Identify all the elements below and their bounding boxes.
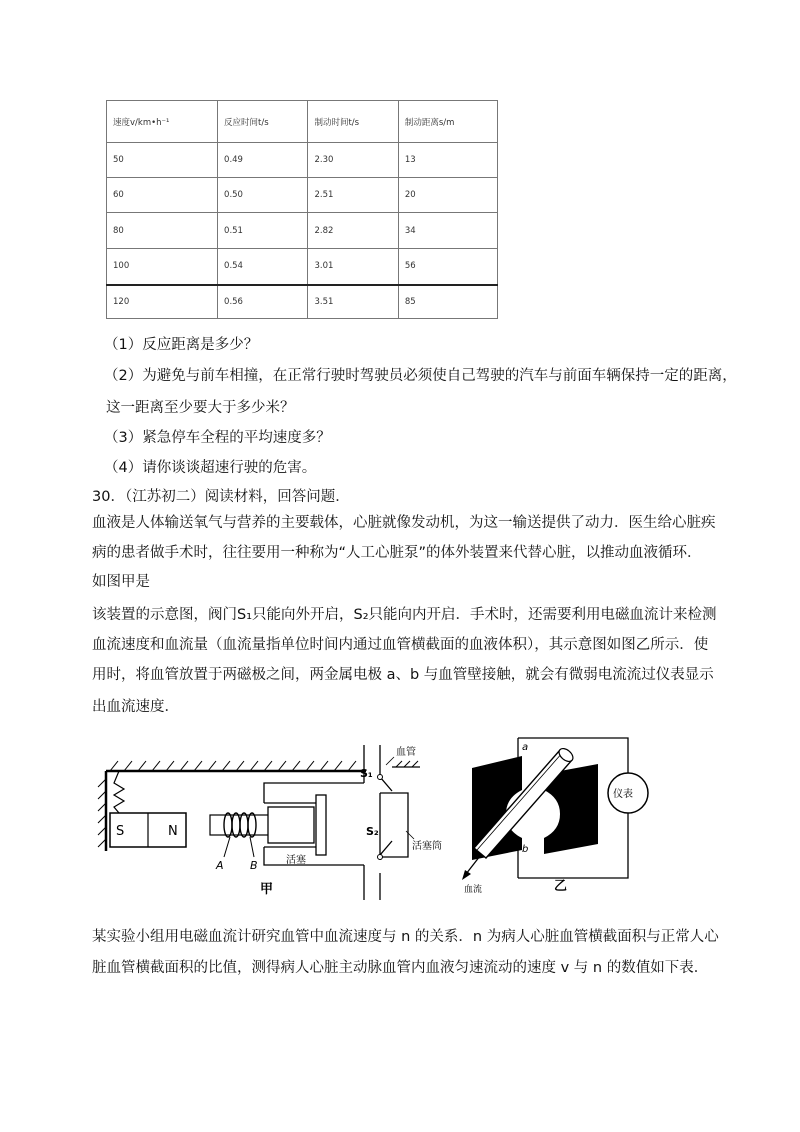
paragraph-line: 出血流速度． xyxy=(92,699,179,715)
table-cell: 0.56 xyxy=(218,285,308,319)
table-cell: 34 xyxy=(398,213,497,249)
table-row xyxy=(107,249,498,285)
top-wall-hatching xyxy=(110,761,356,771)
table-row xyxy=(107,143,498,178)
table-cell: 2.51 xyxy=(308,178,398,213)
blood-flow-label: 血流 xyxy=(464,885,483,893)
table-header-row xyxy=(107,101,498,143)
figure-jia-caption: 甲 xyxy=(260,882,274,897)
valve-s2 xyxy=(380,841,392,855)
table-cell: 3.51 xyxy=(308,285,398,319)
spring xyxy=(114,771,124,813)
table-header-cell: 反应时间t/s xyxy=(218,101,308,143)
piston xyxy=(316,795,326,855)
magnet-n-label: N xyxy=(168,824,178,839)
table-cell: 100 xyxy=(107,249,218,285)
valve-s1-label: S₁ xyxy=(360,767,373,780)
valve-s2-label: S₂ xyxy=(366,825,379,838)
piston-rod-label: 活塞筒 xyxy=(412,841,442,852)
paragraph-line: 病的患者做手术时，往往要用一种称为“人工心脏泵”的体外装置来代替心脏，以推动血液循环． xyxy=(92,545,702,561)
paragraph-line: 血液是人体输送氧气与营养的主要载体，心脏就像发动机，为这一输送提供了动力．医生给心脏疾 xyxy=(92,515,716,531)
paragraph-line: 该装置的示意图，阀门S₁只能向外开启，S₂只能向内开启．手术时，还需要利用电磁血流计来检测 xyxy=(92,607,717,623)
table-cell: 0.54 xyxy=(218,249,308,285)
electrode-a-label: a xyxy=(522,742,529,753)
table-cell: 120 xyxy=(107,285,218,319)
figure-yi-flowmeter xyxy=(460,728,660,893)
paragraph-line: 用时，将血管放置于两磁极之间，两金属电极 a、b 与血管壁接触，就会有微弱电流流过仪表显示 xyxy=(92,667,714,683)
table-cell: 56 xyxy=(398,249,497,285)
figure-jia-heart-pump xyxy=(90,735,450,900)
table-cell: 2.30 xyxy=(308,143,398,178)
piston-label: 活塞 xyxy=(286,855,306,866)
table-cell: 20 xyxy=(398,178,497,213)
table-cell: 80 xyxy=(107,213,218,249)
braking-data-table xyxy=(106,100,498,319)
table-cell: 13 xyxy=(398,143,497,178)
table-row xyxy=(107,285,498,319)
table-cell: 60 xyxy=(107,178,218,213)
question-2-line-2: 这一距离至少要大于多少米？ xyxy=(106,400,295,416)
paragraph-line: 脏血管横截面积的比值，测得病人心脏主动脉血管内血液匀速流动的速度 v 与 n 的数值如下表． xyxy=(92,960,709,976)
table-cell: 3.01 xyxy=(308,249,398,285)
table-cell: 0.50 xyxy=(218,178,308,213)
electrode-b-label: b xyxy=(522,844,529,855)
table-cell: 0.49 xyxy=(218,143,308,178)
lead-a-label: A xyxy=(216,859,224,872)
paragraph-line: 某实验小组用电磁血流计研究血管中血流速度与 n 的关系．n 为病人心脏血管横截面积与正常人心 xyxy=(92,929,719,945)
piston-rod xyxy=(268,807,314,843)
table-row xyxy=(107,178,498,213)
magnet-s-label: S xyxy=(116,824,125,839)
table-header-cell: 速度v/km•h⁻¹ xyxy=(107,101,218,143)
table-cell: 0.51 xyxy=(218,213,308,249)
paragraph-line: 如图甲是 xyxy=(92,574,150,590)
table-cell: 2.82 xyxy=(308,213,398,249)
table-cell: 85 xyxy=(398,285,497,319)
question-1: （1）反应距离是多少？ xyxy=(104,337,259,353)
meter-label: 仪表 xyxy=(613,789,633,800)
question-3: （3）紧急停车全程的平均速度多？ xyxy=(104,430,331,446)
paragraph-line: 血流速度和血流量（血流量指单位时间内通过血管横截面的血液体积），其示意图如图乙所示．使 xyxy=(92,637,709,653)
table-header-cell: 制动时间t/s xyxy=(308,101,398,143)
figure-yi-caption: 乙 xyxy=(554,879,568,893)
question-2-line-1: （2）为避免与前车相撞，在正常行驶时驾驶员必须使自己驾驶的汽车与前面车辆保持一定的距离， xyxy=(104,368,737,384)
table-header-cell: 制动距离s/m xyxy=(398,101,497,143)
table-cell: 50 xyxy=(107,143,218,178)
problem-30-header: 30．（江苏初二）阅读材料，回答问题． xyxy=(92,489,350,505)
question-4: （4）请你谈谈超速行驶的危害。 xyxy=(104,460,317,476)
vessel-label: 血管 xyxy=(396,747,416,758)
table-row xyxy=(107,213,498,249)
lead-b-label: B xyxy=(250,859,258,872)
